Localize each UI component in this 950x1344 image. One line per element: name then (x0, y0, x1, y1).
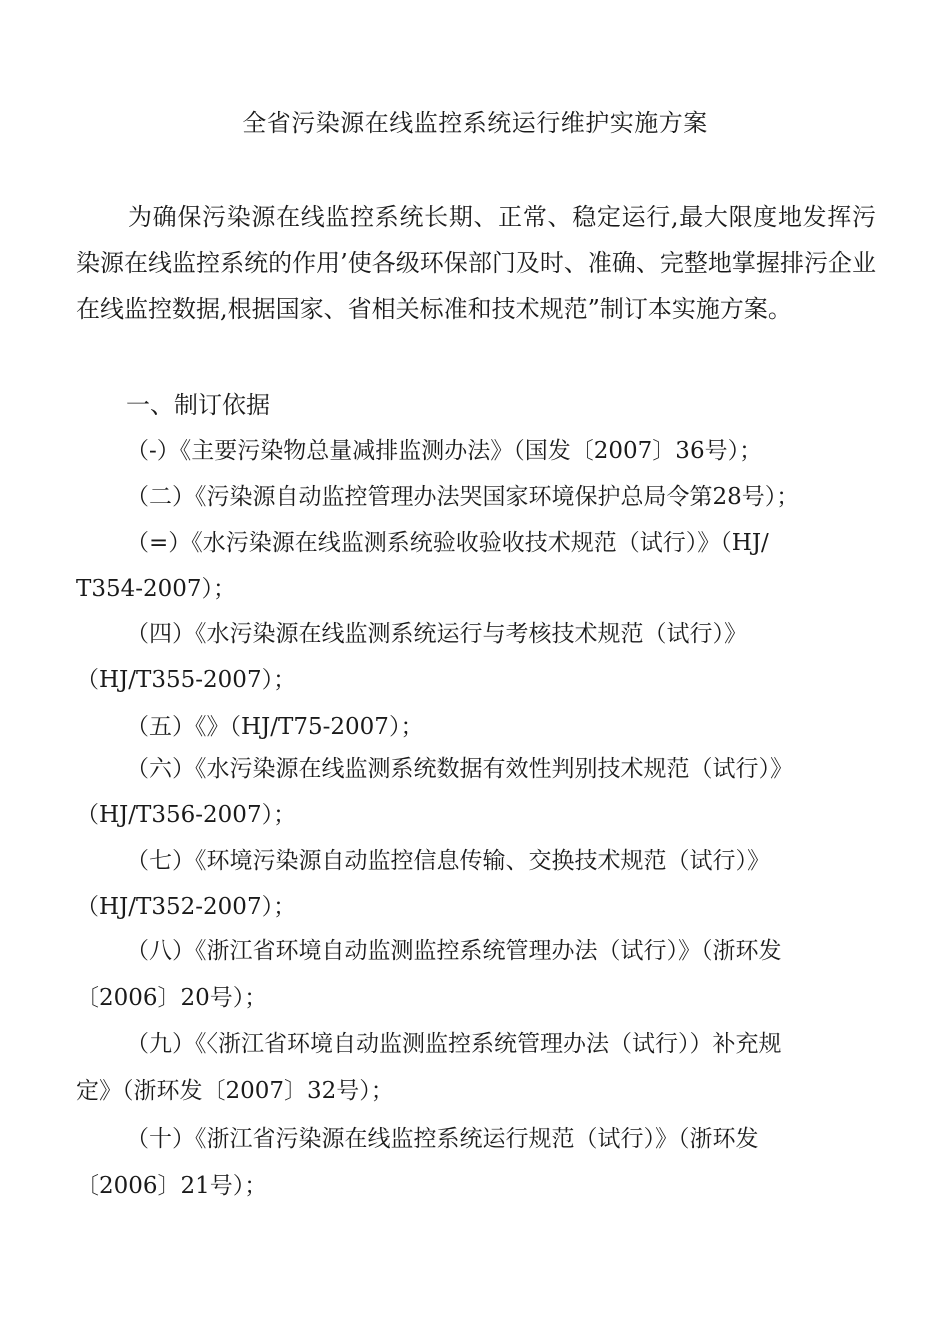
intro-paragraph: 为确保污染源在线监控系统长期、正常、稳定运行,最大限度地发挥污染源在线监控系统的作用’使各级环保部门及时、准确、完整地掌握排污企业在线监控数据,根据国家、省相关标准和技术规范”制订本实施方案。 (76, 203, 876, 323)
section-heading: 一、制订依据 (126, 391, 270, 419)
basis-item-7-continuation: （HJ/T352-2007）； (76, 894, 297, 920)
basis-item-4: （四）《水污染源在线监测系统运行与考核技术规范（试行）》 (126, 621, 747, 647)
basis-item-10: （十）《浙江省污染源在线监控系统运行规范（试行）》（浙环发 (126, 1126, 759, 1152)
basis-item-9: （九）《〈浙江省环境自动监测监控系统管理办法（试行））补充规 (126, 1031, 782, 1057)
basis-item-8: （八）《浙江省环境自动监测监控系统管理办法（试行）》（浙环发 (126, 938, 782, 964)
basis-item-5: （五）《》（HJ/T75-2007）； (126, 714, 424, 740)
basis-item-6: （六）《水污染源在线监测系统数据有效性判别技术规范（试行）》 (126, 756, 793, 782)
basis-item-8-continuation: 〔2006〕20号）； (76, 985, 268, 1011)
document-title: 全省污染源在线监控系统运行维护实施方案 (242, 109, 708, 137)
basis-item-1: （-）《主要污染物总量减排监测办法》（国发〔2007〕36号）； (126, 438, 763, 464)
basis-item-4-continuation: （HJ/T355-2007）； (76, 667, 297, 693)
basis-item-9-continuation: 定》（浙环发〔2007〕32号）； (76, 1078, 394, 1104)
basis-item-2: （二）《污染源自动监控管理办法哭国家环境保护总局令第28号）； (126, 484, 800, 510)
basis-item-3: （=）《水污染源在线监测系统验收验收技术规范（试行）》（HJ/ (126, 530, 769, 556)
basis-item-10-continuation: 〔2006〕21号）； (76, 1173, 268, 1199)
basis-item-7: （七）《环境污染源自动监控信息传输、交换技术规范（试行）》 (126, 848, 770, 874)
basis-item-3-continuation: T354-2007）； (76, 576, 237, 602)
basis-item-6-continuation: （HJ/T356-2007）； (76, 802, 297, 828)
